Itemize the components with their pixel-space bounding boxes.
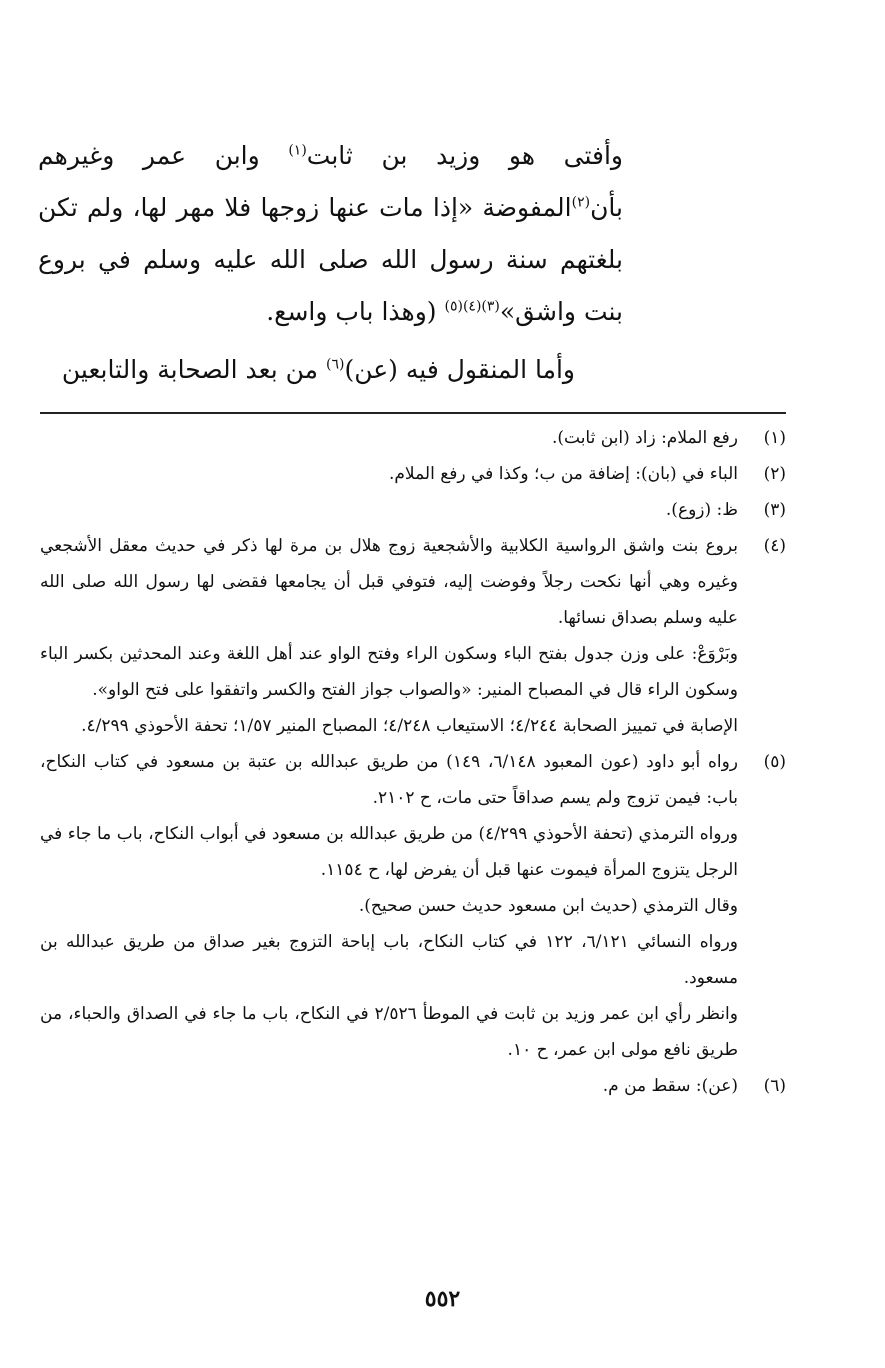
text-run: المفوضة «إذا مات عنها زوجها فلا مهر لها، ولم تكن بلغتهم سنة رسول الله صلى الله عليه وسلم في بروع بنت واشق» xyxy=(38,193,623,326)
footnote-6 xyxy=(40,1068,786,1104)
text-run: وابن عمر وغيرهم بأن xyxy=(38,141,623,222)
footnote-text: ظ: (زوع). xyxy=(665,500,738,520)
footnote-number: (٢) xyxy=(763,464,786,484)
footnote-ref-6[interactable]: (٦) xyxy=(326,356,345,373)
footnote-ref-2[interactable]: (٢) xyxy=(571,194,591,211)
footnote-1 xyxy=(40,420,786,456)
footnote-2 xyxy=(40,456,786,492)
text-run: وأما المنقول فيه (عن) xyxy=(344,355,575,384)
footnote-text: ورواه الترمذي (تحفة الأحوذي ٤/٢٩٩) من طريق عبدالله بن مسعود في أبواب النكاح، باب ما جاء في الرجل يتزوج المرأة فيموت عنها قبل أن يفرض لها، ح ١١٥٤. xyxy=(40,824,739,880)
main-paragraph-1 xyxy=(38,130,623,338)
footnote-text: (عن): سقط من م. xyxy=(602,1076,738,1096)
footnote-number: (٦) xyxy=(763,1076,786,1096)
footnotes xyxy=(40,420,786,1104)
footnote-separator xyxy=(40,412,786,414)
footnote-ref-3-4-5[interactable]: (٣)(٤)(٥) xyxy=(444,298,500,315)
footnote-3 xyxy=(40,492,786,528)
footnote-5 xyxy=(40,744,786,1068)
page-number: ٥٥٢ xyxy=(424,1286,461,1312)
main-text xyxy=(38,130,623,396)
footnote-number: (٥) xyxy=(763,752,786,772)
text-run: (وهذا باب واسع. xyxy=(266,297,445,326)
footnote-text: رفع الملام: زاد (ابن ثابت). xyxy=(551,428,738,448)
footnote-number: (٣) xyxy=(763,500,786,520)
footnote-text: رواه أبو داود (عون المعبود ٦/١٤٨، ١٤٩) من طريق عبدالله بن عتبة بن مسعود في كتاب النكاح، باب: فيمن تزوج ولم يسم صداقاً حتى مات، ح ٢١٠٢. xyxy=(40,752,738,808)
footnote-text: وبَرْوَعْ: على وزن جدول بفتح الباء وسكون الراء وفتح الواو عند أهل اللغة وعند المحدثين بكسر الباء وسكون الراء قال في المصباح المنير: «والصواب جواز الفتح والكسر واتفقوا على فتح الواو». xyxy=(40,644,738,700)
footnote-4 xyxy=(40,528,786,744)
main-paragraph-2 xyxy=(38,344,623,396)
text-run: من بعد الصحابة والتابعين xyxy=(61,355,327,384)
footnote-ref-1[interactable]: (١) xyxy=(288,142,307,159)
footnote-text: الإصابة في تمييز الصحابة ٤/٢٤٤؛ الاستيعاب ٤/٢٤٨؛ المصباح المنير ١/٥٧؛ تحفة الأحوذي ٤/٢٩٩. xyxy=(81,716,738,736)
footnote-text: ورواه النسائي ٦/١٢١، ١٢٢ في كتاب النكاح، باب إباحة التزوج بغير صداق من طريق عبدالله بن مسعود. xyxy=(40,932,738,988)
text-run: وأفتى هو وزيد بن ثابت xyxy=(306,141,623,170)
footnote-number: (١) xyxy=(763,428,786,448)
footnote-text: الباء في (بان): إضافة من ب؛ وكذا في رفع الملام. xyxy=(389,464,738,484)
footnote-text: وقال الترمذي (حديث ابن مسعود حديث حسن صحيح). xyxy=(358,896,738,916)
footnote-number: (٤) xyxy=(763,536,786,556)
footnote-text: بروع بنت واشق الرواسية الكلابية والأشجعية زوج هلال بن مرة لها ذكر في حديث معقل الأشجعي وغيره وهي أنها نكحت رجلاً وفوضت إليه، فتوفي قبل أن يجامعها فقضى لها رسول الله صلى الله عليه وسلم بصداق نسائها. xyxy=(40,536,738,628)
footnote-text: وانظر رأي ابن عمر وزيد بن ثابت في الموطأ ٢/٥٢٦ في النكاح، باب ما جاء في الصداق والحباء، من طريق نافع مولى ابن عمر، ح ١٠. xyxy=(40,1004,738,1060)
